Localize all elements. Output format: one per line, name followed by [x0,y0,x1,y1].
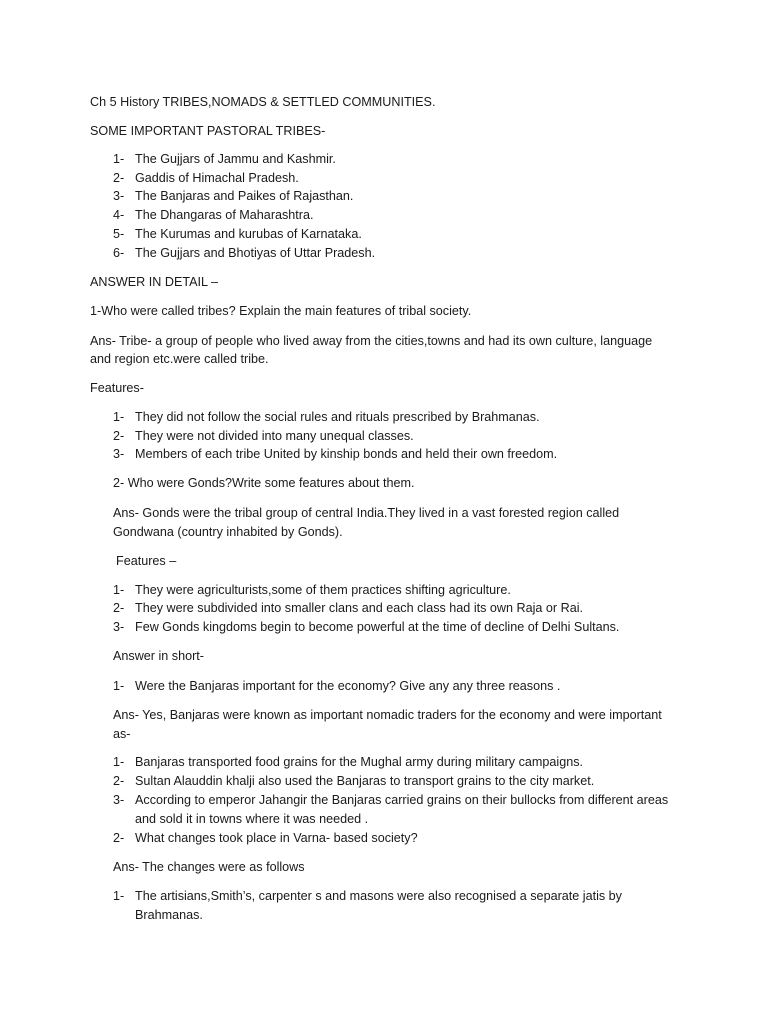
list-number: 2- [113,831,125,845]
document-title: Ch 5 History TRIBES,NOMADS & SETTLED COMMUNITIES. [90,95,436,109]
answer-2-line-2: Gondwana (country inhabited by Gonds). [113,525,343,539]
list-text: They were agriculturists,some of them practices shifting agriculture. [135,583,511,597]
features-2-label: Features – [116,554,177,568]
list-text: The Gujjars of Jammu and Kashmir. [135,152,336,166]
list-number: 1- [113,410,125,424]
list-text: They were not divided into many unequal classes. [135,429,414,443]
list-number: 5- [113,227,125,241]
list-text: They were subdivided into smaller clans and each class had its own Raja or Rai. [135,601,584,615]
list-text: Gaddis of Himachal Pradesh. [135,171,299,185]
list-number: 1- [113,583,125,597]
list-text: The artisians,Smith’s, carpenter s and masons were also recognised a separate jatis by Brahmanas. [135,889,622,922]
answer-1-line-1: Ans- Tribe- a group of people who lived away from the cities,towns and had its own culture, language [90,334,653,348]
short-answer-1-line-2: as- [113,727,131,741]
answer-short-heading: Answer in short- [113,649,204,663]
list-text: What changes took place in Varna- based society? [135,831,418,845]
list-number: 1- [113,152,125,166]
answer-detail-heading: ANSWER IN DETAIL – [90,275,219,289]
pastoral-heading: SOME IMPORTANT PASTORAL TRIBES- [90,124,326,138]
question-1: 1-Who were called tribes? Explain the main features of tribal society. [90,304,472,318]
list-text: Were the Banjaras important for the economy? Give any any three reasons . [135,679,561,693]
list-number: 1- [113,679,125,693]
list-text: The Kurumas and kurubas of Karnataka. [135,227,362,241]
list-text: Sultan Alauddin khalji also used the Banjaras to transport grains to the city market. [135,774,595,788]
question-2: 2- Who were Gonds?Write some features about them. [113,476,415,490]
list-number: 2- [113,429,125,443]
list-number: 3- [113,447,125,461]
short-answer-1-line-1: Ans- Yes, Banjaras were known as important nomadic traders for the economy and were important [113,708,662,722]
varna-answer-intro: Ans- The changes were as follows [113,860,305,874]
list-number: 2- [113,171,125,185]
list-number: 3- [113,620,125,634]
list-number: 6- [113,246,125,260]
list-text: Banjaras transported food grains for the Mughal army during military campaigns. [135,755,583,769]
list-text: The Banjaras and Paikes of Rajasthan. [135,189,354,203]
list-text: They did not follow the social rules and rituals prescribed by Brahmanas. [135,410,540,424]
features-label: Features- [90,381,144,395]
list-number: 2- [113,774,125,788]
answer-2-line-1: Ans- Gonds were the tribal group of central India.They lived in a vast forested region called [113,506,620,520]
list-number: 1- [113,755,125,769]
list-number: 3- [113,793,125,807]
list-number: 2- [113,601,125,615]
list-text: Few Gonds kingdoms begin to become powerful at the time of decline of Delhi Sultans. [135,620,620,634]
list-text: The Gujjars and Bhotiyas of Uttar Pradesh. [135,246,376,260]
list-text: The Dhangaras of Maharashtra. [135,208,314,222]
list-number: 4- [113,208,125,222]
list-text: Members of each tribe United by kinship bonds and held their own freedom. [135,447,558,461]
list-number: 3- [113,189,125,203]
answer-1-line-2: and region etc.were called tribe. [90,352,269,366]
list-number: 1- [113,889,125,903]
list-text: According to emperor Jahangir the Banjaras carried grains on their bullocks from different areas and sold it in towns where it was needed . [135,793,669,826]
